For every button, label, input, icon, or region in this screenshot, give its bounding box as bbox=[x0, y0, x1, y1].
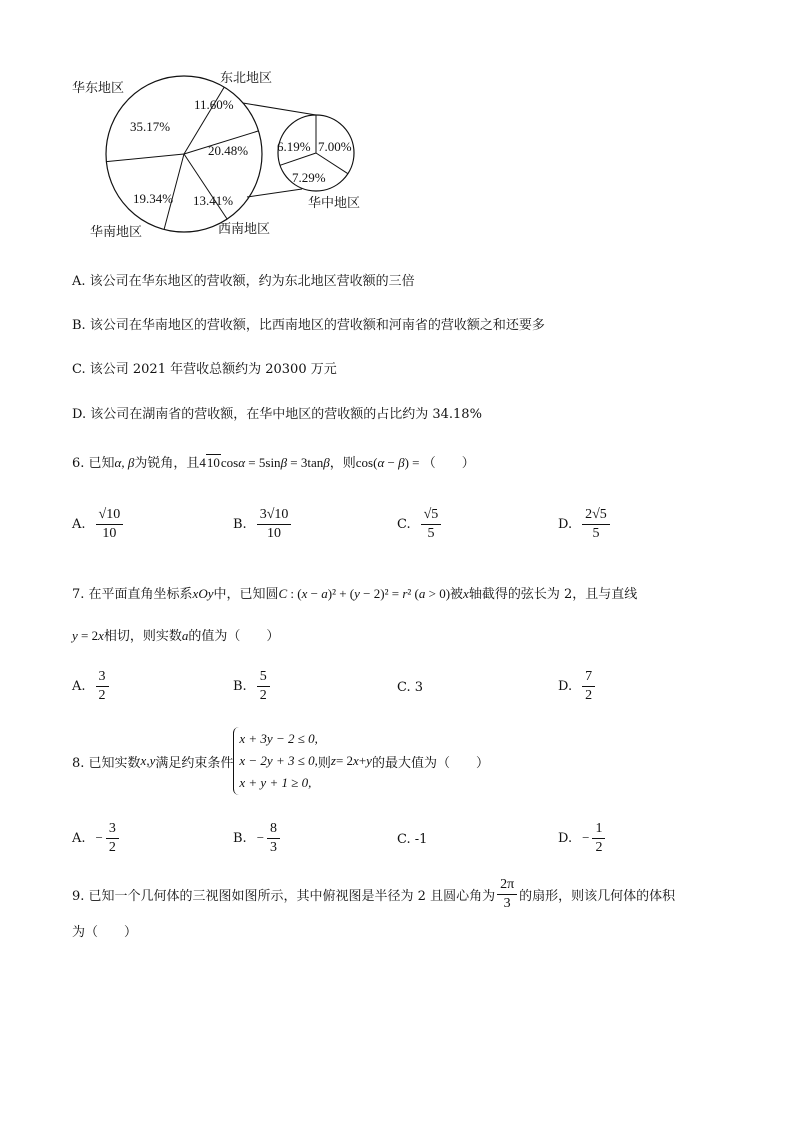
pie-chart-figure bbox=[60, 62, 460, 242]
connector-line-top bbox=[243, 103, 316, 115]
detail-pie-slice-3 bbox=[280, 153, 316, 165]
q8-stem: 8. 已知实数 x , y 满足约束条件 x + 3y − 2 ≤ 0, x − 2y + 3 ≤ 0, x + y + 1 ≥ 0, 则 z = 2 x + y 的最大值为（ ） bbox=[72, 727, 489, 795]
q9-stem-line2: 为（ ） bbox=[72, 925, 138, 940]
q6-stem: 6. 已知α, β为锐角，且410cosα = 5sinβ = 3tanβ，则cos(α − β) = （ ） bbox=[72, 455, 475, 471]
q6-option-a: A. $\frac{√10}{10}$ bbox=[72, 506, 123, 542]
q5-option-d: D. 该公司在湖南省的营收额，在华中地区的营收额的占比约为 34.18% bbox=[72, 407, 482, 422]
q8-constraint-system: x + 3y − 2 ≤ 0, x − 2y + 3 ≤ 0, x + y + 1 ≥ 0, bbox=[233, 727, 317, 795]
q6-option-d: D. $\frac{2√5}{5}$ bbox=[558, 506, 610, 542]
label-huazhong: 华中地区 bbox=[308, 196, 361, 211]
pct-dongbei: 11.60% bbox=[194, 97, 234, 112]
q7-stem-line1: 7. 在平面直角坐标系xOy中，已知圆C : (x − a)² + (y − 2)² = r² (a > 0)被x轴截得的弦长为 2，且与直线 bbox=[72, 586, 638, 602]
pct-huadong: 35.17% bbox=[130, 119, 171, 134]
main-pie-slice-3 bbox=[184, 154, 227, 219]
q7-stem-line2: y = 2x相切，则实数a的值为（ ） bbox=[72, 628, 280, 644]
label-huadong: 华东地区 bbox=[72, 81, 125, 96]
pct-huazhong: 20.48% bbox=[208, 143, 249, 158]
q6-option-c: C. $\frac{√5}{5}$ bbox=[397, 506, 441, 542]
q7-option-d: D. $\frac{7}{2}$ bbox=[558, 668, 595, 704]
pct-detail-3: 6.19% bbox=[277, 139, 311, 154]
q7-option-b: B. $\frac{5}{2}$ bbox=[233, 668, 270, 704]
label-huanan: 华南地区 bbox=[90, 225, 143, 240]
q8-option-a: A. − $\frac{3}{2}$ bbox=[72, 820, 119, 856]
connector-line-bottom bbox=[247, 189, 302, 197]
main-pie-slice-5 bbox=[106, 154, 184, 162]
pct-detail-2: 7.29% bbox=[292, 170, 326, 185]
q8-option-b: B. − $\frac{8}{3}$ bbox=[233, 820, 280, 856]
q9-stem-line1: 9. 已知一个几何体的三视图如图所示，其中俯视图是半径为 2 且圆心角为 $\frac{2\pi}{3}$ 的扇形，则该几何体的体积 bbox=[72, 877, 676, 911]
q5-option-c: C. 该公司 2021 年营收总额约为 20300 万元 bbox=[72, 362, 337, 377]
q7-option-c: C. 3 bbox=[397, 680, 424, 695]
label-xinan: 西南地区 bbox=[218, 222, 271, 237]
q8-option-c: C. -1 bbox=[397, 832, 428, 847]
q5-option-b: B. 该公司在华南地区的营收额，比西南地区的营收额和河南省的营收额之和还要多 bbox=[72, 318, 545, 333]
q6-option-b: B. $\frac{3√10}{10}$ bbox=[233, 506, 291, 542]
q7-option-a: A. $\frac{3}{2}$ bbox=[72, 668, 109, 704]
pct-xinan: 13.41% bbox=[193, 193, 234, 208]
pct-detail-1: 7.00% bbox=[318, 139, 352, 154]
q5-option-a: A. 该公司在华东地区的营收额，约为东北地区营收额的三倍 bbox=[72, 274, 415, 289]
pct-huanan: 19.34% bbox=[133, 191, 174, 206]
q8-option-d: D. − $\frac{1}{2}$ bbox=[558, 820, 605, 856]
label-dongbei: 东北地区 bbox=[220, 71, 273, 86]
